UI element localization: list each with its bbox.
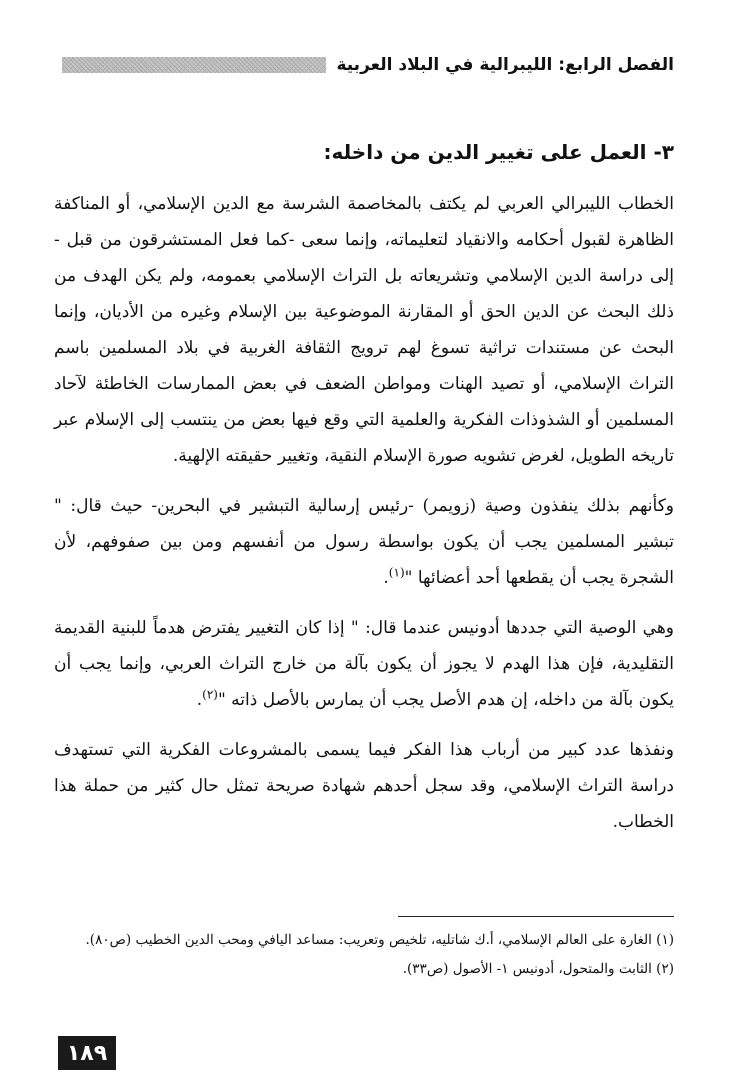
running-header (62, 52, 674, 78)
footnote-marker: (١) (388, 565, 405, 580)
paragraph (54, 732, 674, 840)
paragraph-text: ونفذها عدد كبير من أرباب هذا الفكر فيما يسمى بالمشروعات الفكرية التي تستهدف دراسة التراث الإسلامي، وقد سجل أحدهم شهادة صريحة تمثل حال كثير من حملة هذا الخطاب. (54, 740, 674, 832)
paragraph (54, 488, 674, 596)
footnote: (٢) الثابت والمتحول، أدونيس ١- الأصول (ص٣٣). (402, 961, 674, 977)
paragraph-text: وهي الوصية التي جددها أدونيس عندما قال: " إذا كان التغيير يفترض هدماً للبنية القديمة التقليدية، فإن هذا الهدم لا يجوز أن يكون بآلة من خارج التراث العربي، وإنما يجب أن يكون بآلة من داخله، إن هدم الأصل يجب أن يمارس بالأصل ذاته " (54, 618, 674, 710)
paragraph (54, 186, 674, 474)
paragraph-tail: . (196, 690, 203, 710)
section-heading: ٣- العمل على تغيير الدين من داخله: (323, 140, 674, 164)
chapter-title: الفصل الرابع: الليبرالية في البلاد العربية (336, 55, 674, 75)
page-number: ١٨٩ (58, 1036, 116, 1070)
paragraph-text: الخطاب الليبرالي العربي لم يكتف بالمخاصمة الشرسة مع الدين الإسلامي، أو المناكفة الظاهرة لقبول أحكامه والانقياد لتعليماته، وإنما سعى -كما فعل المستشرقون من قبل - إلى دراسة الدين الإسلامي وتشريعاته بل التراث الإسلامي بعمومه، ولم يكن الهدف من ذلك البحث عن الدين الحق أو المقارنة الموضوعية بين الإسلام وغيره من الأديان، وإنما البحث عن مستندات تراثية تسوغ لهم ترويج الثقافة الغربية في بلاد المسلمين باسم التراث الإسلامي، أو تصيد الهنات ومواطن الضعف في بعض الممارسات الخاطئة لآحاد المسلمين أو الشذوذات الفكرية والعلمية التي وقع فيها بعض من ينتسب إلى الإسلام عبر تاريخه الطويل، لغرض تشويه صورة الإسلام النقية، وتغيير حقيقته الإلهية. (54, 194, 674, 466)
footnote: (١) الغارة على العالم الإسلامي، أ.ك شاتليه، تلخيص وتعريب: مساعد اليافي ومحب الدين الخطيب (ص٨٠). (85, 932, 674, 948)
footnotes (54, 928, 674, 986)
header-pattern-bar (62, 57, 326, 73)
footnote-divider (398, 916, 674, 917)
paragraph (54, 610, 674, 718)
footnote-marker: (٢) (202, 687, 218, 702)
body-text (54, 186, 674, 854)
paragraph-text: وكأنهم بذلك ينفذون وصية (زويمر) -رئيس إرسالية التبشير في البحرين- حيث قال: " تبشير المسلمين يجب أن يكون بواسطة رسول من أنفسهم ومن بين صفوفهم، لأن الشجرة يجب أن يقطعها أحد أعضائها " (54, 496, 674, 588)
paragraph-tail: . (383, 568, 389, 588)
